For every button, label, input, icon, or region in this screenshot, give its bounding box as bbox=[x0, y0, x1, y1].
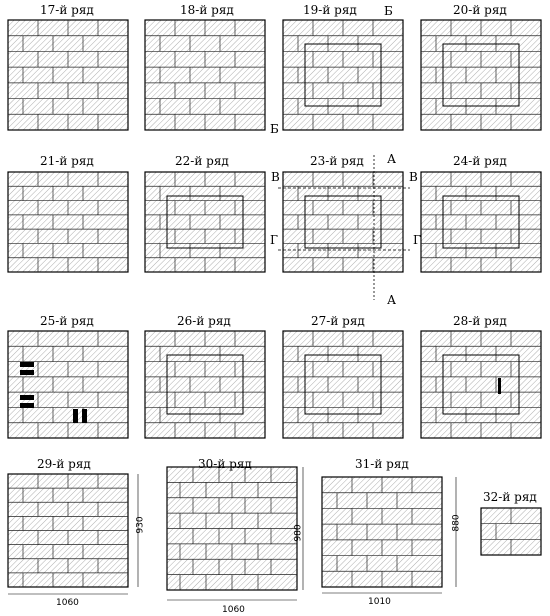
cleanout-door bbox=[20, 362, 34, 367]
cleanout-door bbox=[73, 409, 78, 423]
section-g-left: Г bbox=[270, 233, 278, 247]
row-24-frame bbox=[421, 172, 541, 272]
section-b-bottom: Б bbox=[270, 122, 279, 136]
section-v-left: В bbox=[271, 170, 280, 184]
row-27-frame bbox=[283, 331, 403, 438]
row-20-frame bbox=[421, 20, 541, 130]
row-27-title: 27-й ряд bbox=[311, 314, 365, 328]
row-22-title: 22-й ряд bbox=[175, 154, 229, 168]
section-v-right: В bbox=[409, 170, 418, 184]
cleanout-door bbox=[20, 370, 34, 375]
row-18-frame bbox=[145, 20, 265, 130]
row-28-title: 28-й ряд bbox=[453, 314, 507, 328]
row-29-width: 1060 bbox=[56, 598, 79, 608]
row-23-frame bbox=[283, 172, 403, 272]
row-29-height: 930 bbox=[135, 516, 146, 534]
row-31-height: 880 bbox=[451, 514, 462, 532]
row-17-title: 17-й ряд bbox=[40, 3, 94, 17]
row-30-width: 1060 bbox=[222, 605, 245, 615]
row-23-title: 23-й ряд bbox=[310, 154, 364, 168]
row-31-title: 31-й ряд bbox=[355, 457, 409, 471]
row-17-frame bbox=[8, 20, 128, 130]
row-19-title: 19-й ряд bbox=[303, 3, 357, 17]
row-30-title: 30-й ряд bbox=[198, 457, 252, 471]
row-18-title: 18-й ряд bbox=[180, 3, 234, 17]
damper-mark bbox=[498, 378, 501, 394]
section-a-bottom: А bbox=[387, 293, 397, 307]
section-b-top: Б bbox=[384, 4, 393, 18]
cleanout-door bbox=[82, 409, 87, 423]
row-22-frame bbox=[145, 172, 265, 272]
row-25-title: 25-й ряд bbox=[40, 314, 94, 328]
row-24-title: 24-й ряд bbox=[453, 154, 507, 168]
row-32-title: 32-й ряд bbox=[483, 490, 537, 504]
section-a-top: А bbox=[387, 152, 397, 166]
row-21-title: 21-й ряд bbox=[40, 154, 94, 168]
row-30-height: 980 bbox=[293, 524, 304, 542]
row-21-frame bbox=[8, 172, 128, 272]
row-31-frame bbox=[322, 477, 442, 587]
row-26-title: 26-й ряд bbox=[177, 314, 231, 328]
row-26-frame bbox=[145, 331, 265, 438]
cleanout-door bbox=[20, 395, 34, 400]
row-19-frame bbox=[283, 20, 403, 130]
row-31-width: 1010 bbox=[368, 597, 391, 607]
row-29-title: 29-й ряд bbox=[37, 457, 91, 471]
row-20-title: 20-й ряд bbox=[453, 3, 507, 17]
row-25-frame bbox=[8, 331, 128, 438]
section-g-right: Г bbox=[413, 233, 421, 247]
row-28-frame bbox=[421, 331, 541, 438]
cleanout-door bbox=[20, 403, 34, 408]
